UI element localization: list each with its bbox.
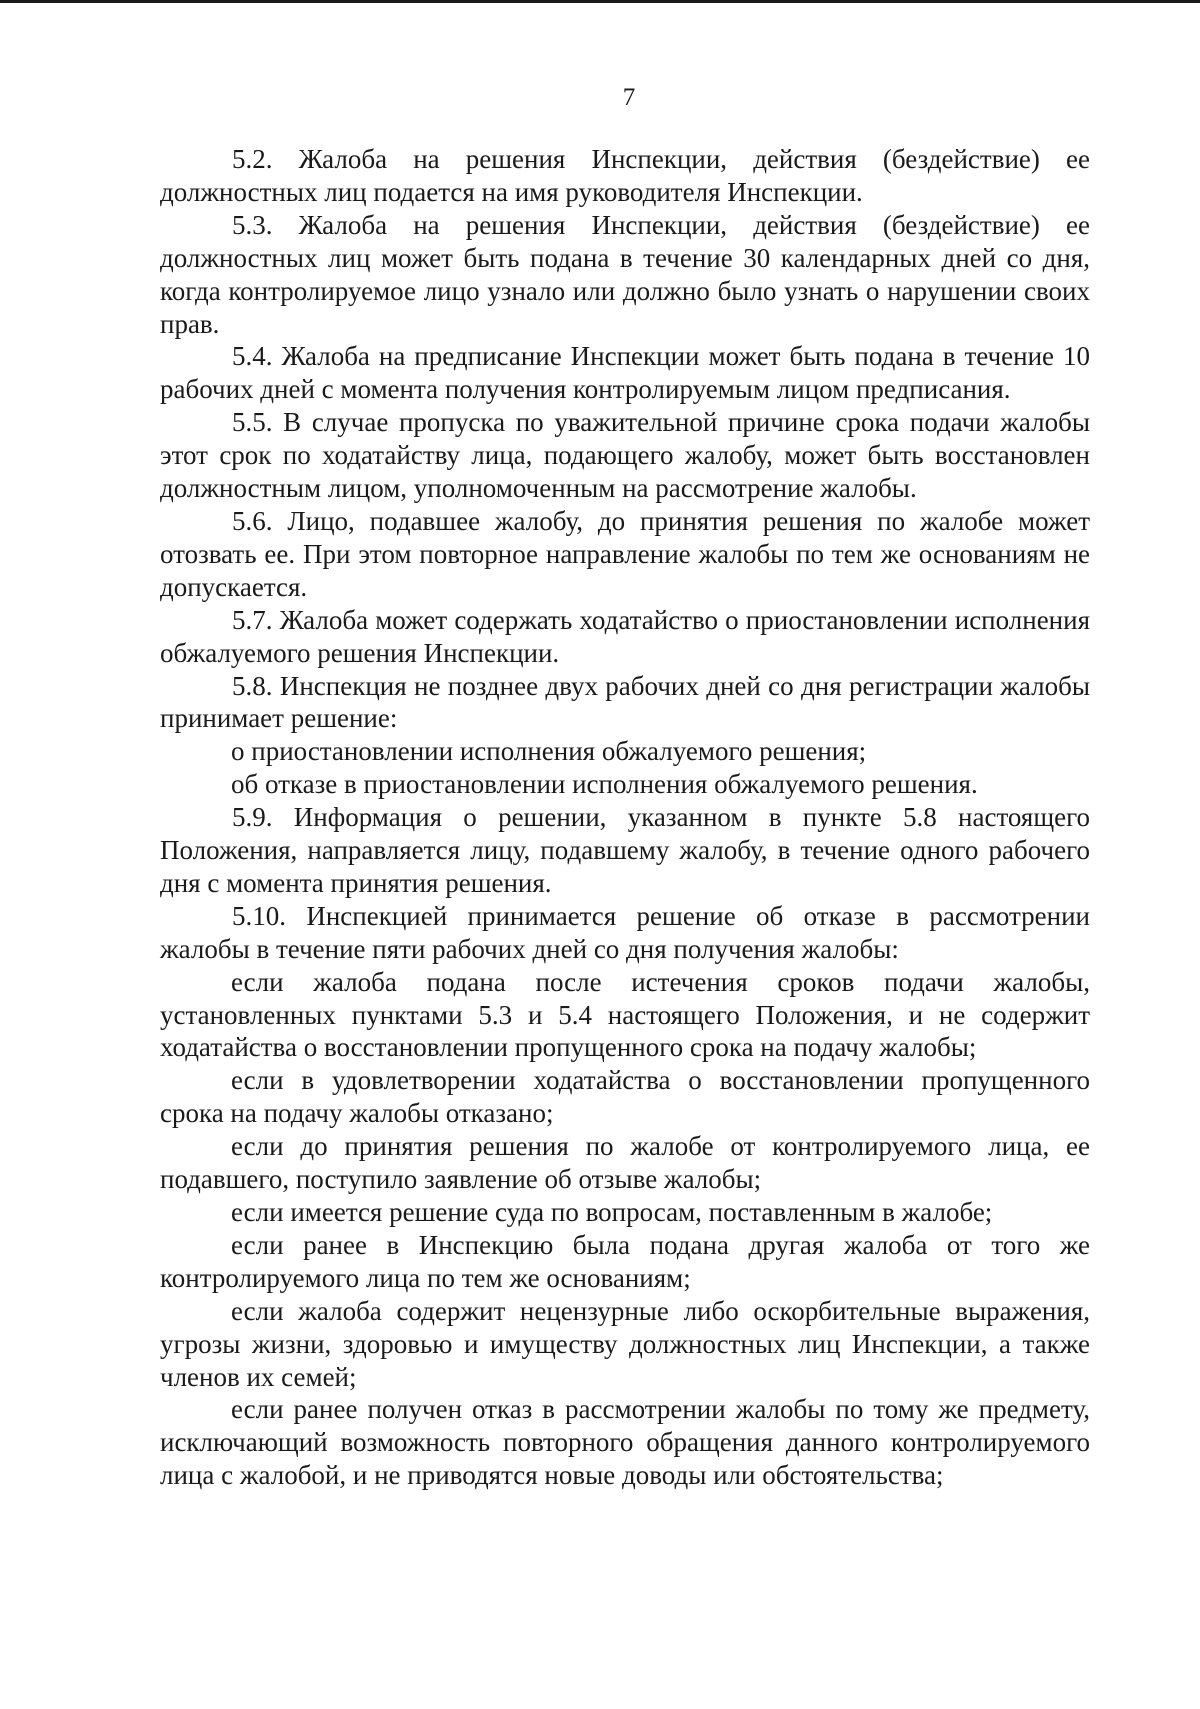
paragraph-5-2: 5.2. Жалоба на решения Инспекции, действия (бездействие) ее должностных лиц подается на имя руководителя Инспекции. <box>160 144 1090 207</box>
list-item-deadline-missed: если жалоба подана после истечения сроков подачи жалобы, установленных пунктами 5.3 и 5.4 настоящего Положения, и не содержит ходатайства о восстановлении пропущенного срока на подачу жалобы; <box>160 966 1090 1063</box>
list-item-previously-refused: если ранее получен отказ в рассмотрении жалобы по тому же предмету, исключающий возможность повторного обращения данного контролируемого лица с жалобой, и не приводятся новые доводы или обстоятельства; <box>160 1394 1090 1491</box>
list-item-offensive: если жалоба содержит нецензурные либо оскорбительные выражения, угрозы жизни, здоровью и имуществу должностных лиц Инспекции, а также членов их семей; <box>160 1295 1090 1392</box>
list-item-withdrawn: если до принятия решения по жалобе от контролируемого лица, ее подавшего, поступило заявление об отзыве жалобы; <box>160 1131 1090 1195</box>
list-item-suspend: о приостановлении исполнения обжалуемого решения; <box>231 736 867 767</box>
list-item-duplicate: если ранее в Инспекцию была подана другая жалоба от того же контролируемого лица по тем же основаниям; <box>160 1229 1090 1293</box>
document-body <box>160 143 1090 1492</box>
paragraph-5-4: 5.4. Жалоба на предписание Инспекции может быть подана в течение 10 рабочих дней с момента получения контролируемым лицом предписания. <box>160 341 1090 405</box>
paragraph-5-5: 5.5. В случае пропуска по уважительной причине срока подачи жалобы этот срок по ходатайству лица, подающего жалобу, может быть восстановлен должностным лицом, уполномоченным на рассмотрение жалобы. <box>160 407 1090 504</box>
paragraph-5-9: 5.9. Информация о решении, указанном в пункте 5.8 настоящего Положения, направляется лицу, подавшему жалобу, в течение одного рабочего дня с момента принятия решения. <box>160 802 1090 898</box>
paragraph-5-7: 5.7. Жалоба может содержать ходатайство о приостановлении исполнения обжалуемого решения Инспекции. <box>160 604 1090 668</box>
list-item-restore-refused: если в удовлетворении ходатайства о восстановлении пропущенного срока на подачу жалобы отказано; <box>160 1065 1090 1129</box>
page-number: 7 <box>622 84 636 111</box>
list-item-court-decision: если имеется решение суда по вопросам, поставленным в жалобе; <box>231 1197 993 1227</box>
list-item-refuse-suspend: об отказе в приостановлении исполнения обжалуемого решения. <box>231 769 978 800</box>
paragraph-5-6: 5.6. Лицо, подавшее жалобу, до принятия решения по жалобе может отозвать ее. При этом повторное направление жалобы по тем же основаниям не допускается. <box>160 505 1090 602</box>
paragraph-5-8: 5.8. Инспекция не позднее двух рабочих дней со дня регистрации жалобы принимает решение: <box>160 670 1090 734</box>
paragraph-5-3: 5.3. Жалоба на решения Инспекции, действия (бездействие) ее должностных лиц может быть подана в течение 30 календарных дней со дня, когда контролируемое лицо узнало или должно было узнать о нарушении своих прав. <box>160 209 1090 339</box>
scan-top-edge <box>0 0 1200 3</box>
paragraph-5-10: 5.10. Инспекцией принимается решение об отказе в рассмотрении жалобы в течение пяти рабочих дней со дня получения жалобы: <box>160 900 1090 964</box>
